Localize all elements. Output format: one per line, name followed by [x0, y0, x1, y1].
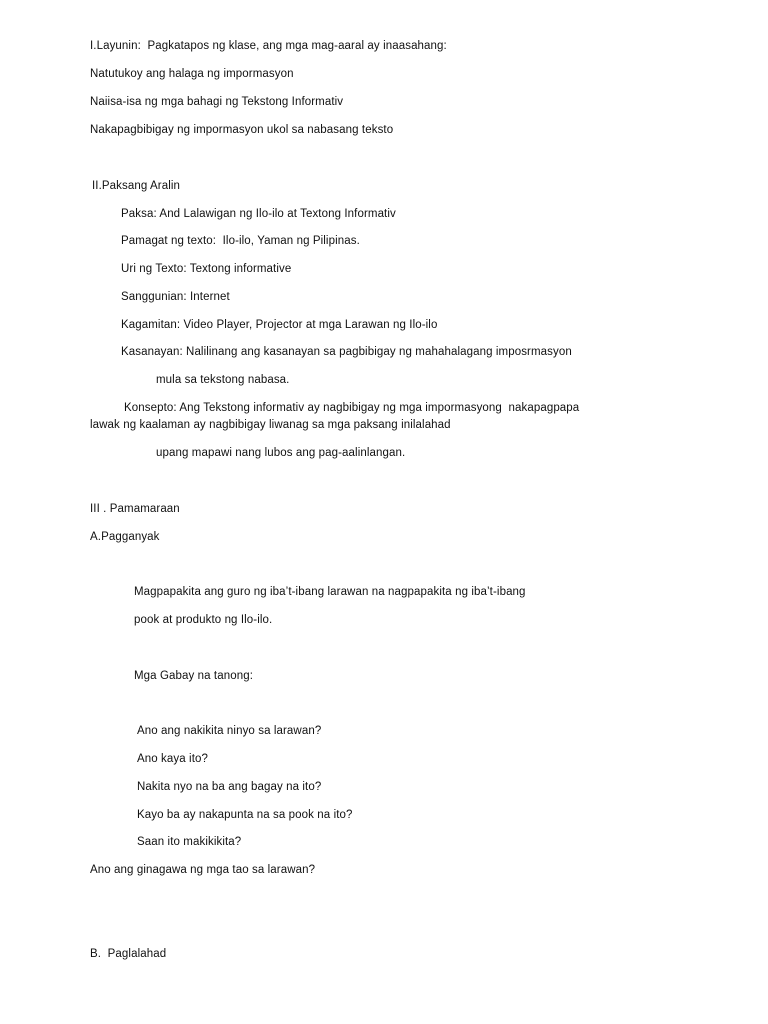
paglalahad-heading: B. Paglalahad: [90, 948, 167, 960]
kasanayan-line-cont: mula sa tekstong nabasa.: [156, 374, 290, 386]
gabay-question: Kayo ba ay nakapunta na sa pook na ito?: [137, 809, 353, 821]
gabay-question: Saan ito makikikita?: [137, 836, 242, 848]
konsepto-line-end: upang mapawi nang lubos ang pag-aalinlangan.: [156, 447, 406, 459]
gabay-question: Ano ang nakikita ninyo sa larawan?: [137, 725, 322, 737]
pamagat-line: Pamagat ng texto: Ilo-ilo, Yaman ng Pilipinas.: [121, 235, 360, 247]
kagamitan-line: Kagamitan: Video Player, Projector at mga Larawan ng Ilo-ilo: [121, 319, 438, 331]
pagganyak-desc-cont: pook at produkto ng Ilo-ilo.: [134, 614, 273, 626]
gabay-question: Nakita nyo na ba ang bagay na ito?: [137, 781, 322, 793]
kasanayan-line: Kasanayan: Nalilinang ang kasanayan sa pagbibigay ng mahahalagang imposrmasyon: [121, 346, 572, 358]
paksang-aralin-heading: II.Paksang Aralin: [92, 180, 181, 192]
gabay-heading: Mga Gabay na tanong:: [134, 670, 253, 682]
layunin-item: Naiisa-isa ng mga bahagi ng Tekstong Informativ: [90, 96, 344, 108]
paksa-line: Paksa: And Lalawigan ng Ilo-ilo at Textong Informativ: [121, 208, 396, 220]
layunin-item: Natutukoy ang halaga ng impormasyon: [90, 68, 294, 80]
layunin-heading: I.Layunin: Pagkatapos ng klase, ang mga mag-aaral ay inaasahang:: [90, 40, 447, 52]
gabay-last-question: Ano ang ginagawa ng mga tao sa larawan?: [90, 864, 316, 876]
pamamaraan-heading: III . Pamamaraan: [90, 503, 180, 515]
konsepto-line-cont: lawak ng kaalaman ay nagbibigay liwanag sa mga paksang inilalahad: [90, 419, 451, 431]
gabay-question: Ano kaya ito?: [137, 753, 208, 765]
konsepto-line: Konsepto: Ang Tekstong informativ ay nagbibigay ng mga impormasyong nakapagpapa: [124, 402, 580, 414]
uri-line: Uri ng Texto: Textong informative: [121, 263, 292, 275]
sanggunian-line: Sanggunian: Internet: [121, 291, 230, 303]
pagganyak-desc: Magpapakita ang guro ng iba’t-ibang larawan na nagpapakita ng iba’t-ibang: [134, 586, 526, 598]
pagganyak-heading: A.Pagganyak: [90, 531, 160, 543]
layunin-item: Nakapagbibigay ng impormasyon ukol sa nabasang teksto: [90, 124, 394, 136]
